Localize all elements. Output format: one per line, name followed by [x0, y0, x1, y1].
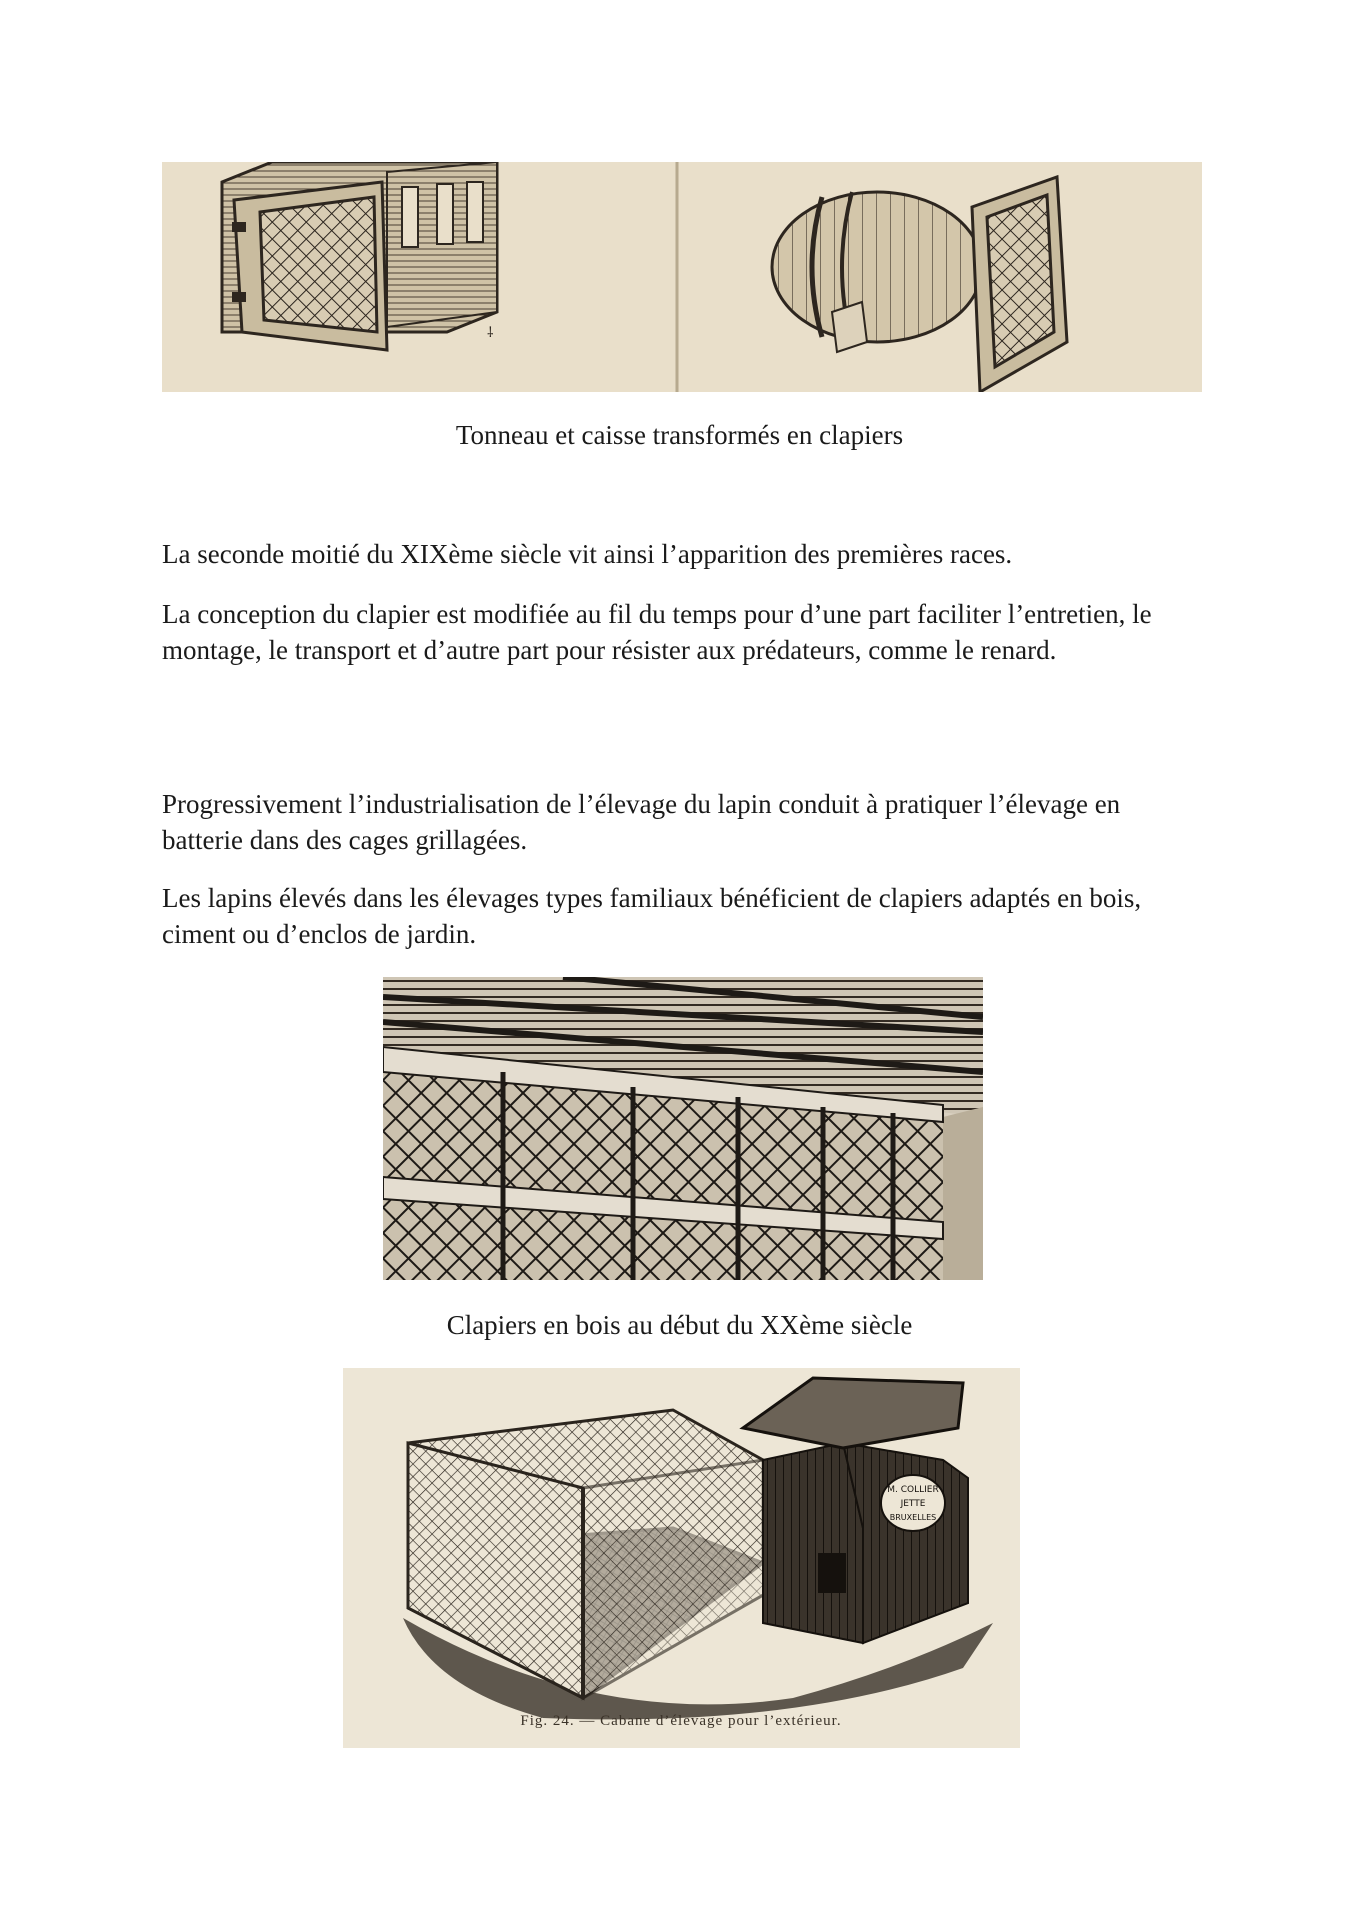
sign-line-2: JETTE — [900, 1499, 926, 1509]
paragraph-1: La seconde moitié du XIXème siècle vit ainsi l’apparition des premières races. — [162, 539, 1013, 569]
paragraph-2: La conception du clapier est modifiée au fil du temps pour d’une part faciliter l’entretien, le montage, le transport et d’autre part pour résister aux prédateurs, comme le renard. — [162, 599, 1152, 665]
svg-text:⸸: ⸸ — [487, 326, 494, 341]
fig-label: Fig. 24. — Cabane d’élevage pour l’extérieur. — [520, 1713, 842, 1729]
paragraph-3: Progressivement l’industrialisation de l’élevage du lapin conduit à pratiquer l’élevage en batterie dans des cages grillagées. — [162, 789, 1121, 855]
crate-hutch — [222, 162, 497, 350]
paragraph-4: Les lapins élevés dans les élevages types familiaux bénéficient de clapiers adaptés en bois, ciment ou d’enclos de jardin. — [162, 883, 1142, 949]
caption-middle: Clapiers en bois au début du XXème siècle — [446, 1310, 913, 1340]
caption-top: Tonneau et caisse transformés en clapiers — [455, 420, 904, 450]
sign-line-3: BRUXELLES — [889, 1513, 937, 1522]
figure-wooden-hutches — [383, 977, 983, 1280]
outdoor-cabin-illustration — [343, 1368, 1020, 1748]
figure-crate-barrel — [162, 162, 1202, 392]
sign-line-1: M. COLLIER — [887, 1485, 939, 1495]
figure-outdoor-cabin — [343, 1368, 1020, 1748]
wooden-hutches-illustration — [383, 977, 983, 1280]
crate-barrel-illustration — [162, 162, 1202, 392]
